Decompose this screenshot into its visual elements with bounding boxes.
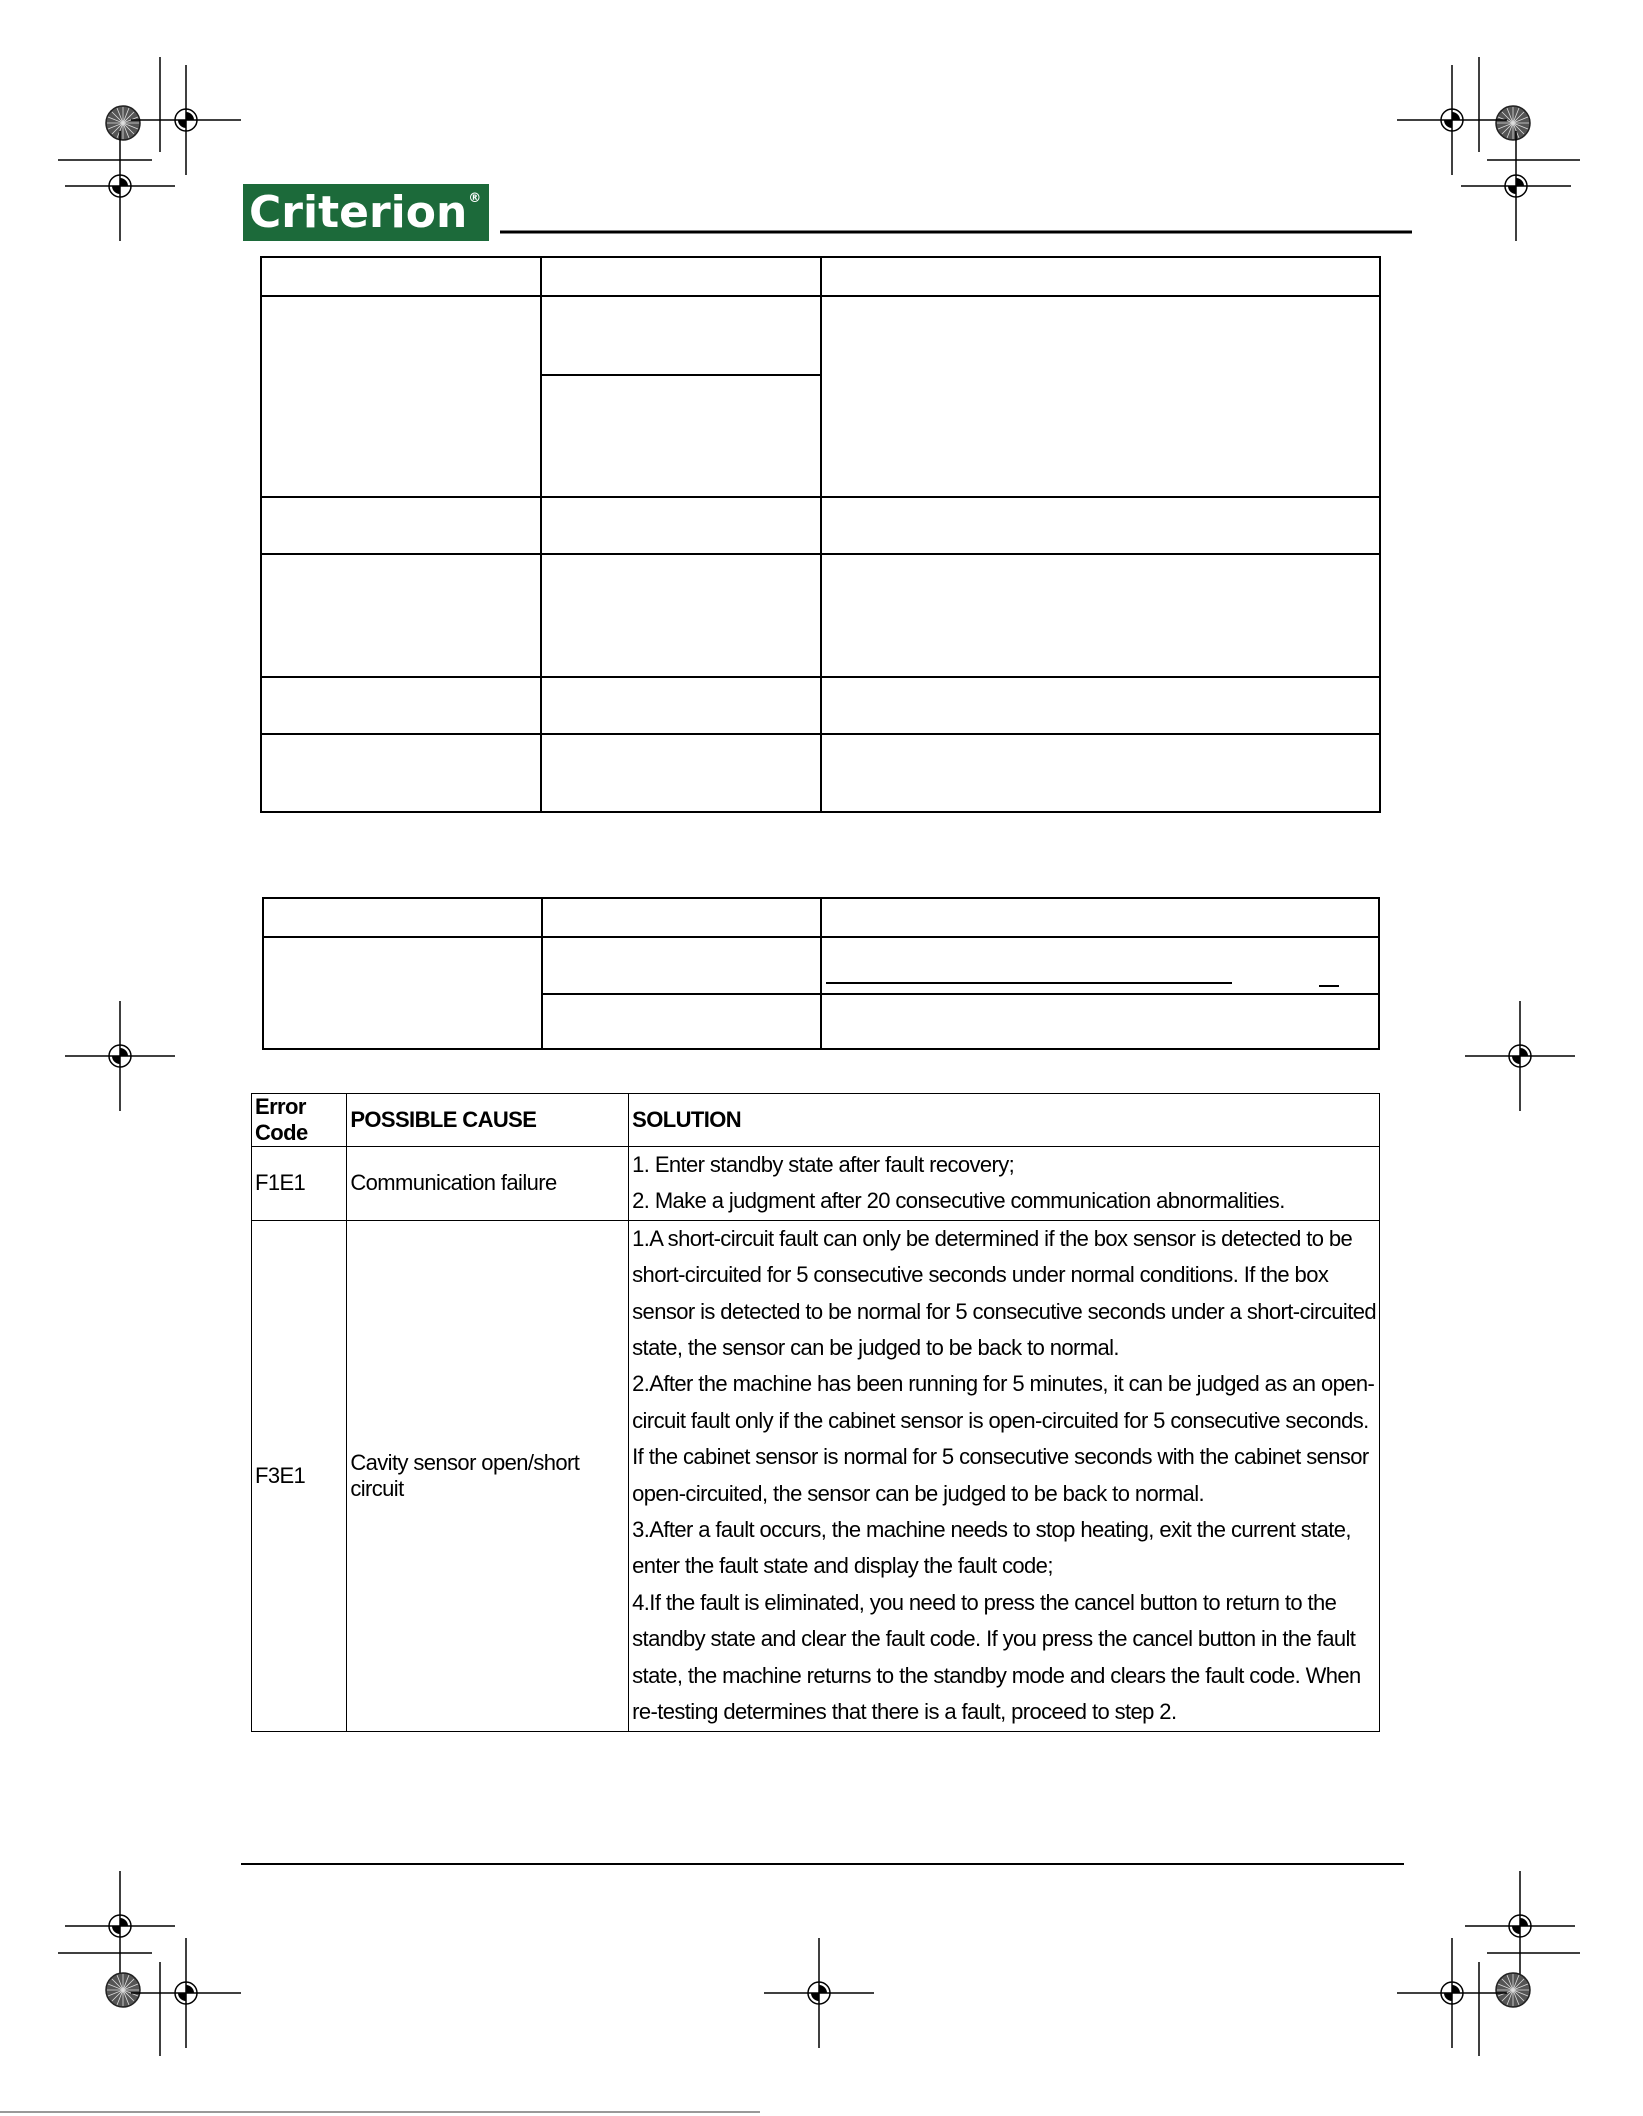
blank-cell [821,497,1380,554]
logo-text: Criterion [249,187,468,238]
blank-underline [1319,985,1339,987]
blank-cell [541,257,821,296]
crosshair-icon [1461,131,1571,241]
table-row [252,1147,1380,1221]
solution-line: circuit fault only if the cabinet sensor is open-circuited for 5 consecutive seconds. [632,1407,1369,1433]
solution-line: open-circuited, the sensor can be judged to be back to normal. [632,1480,1204,1506]
header-error-code: Error Code [252,1094,347,1147]
header-possible-cause: POSSIBLE CAUSE [347,1094,629,1147]
blank-table-middle [262,897,1380,1050]
solution-line: 2. Make a judgment after 20 consecutive communication abnormalities. [632,1188,1285,1214]
solution-line: state, the sensor can be judged to be back to normal. [632,1335,1119,1361]
crosshair-icon [1465,1871,1575,1981]
cause-cell: Communication failure [347,1147,629,1221]
registration-star-icon [1496,1973,1530,2007]
solution-line: 2.After the machine has been running for 5 minutes, it can be judged as an open- [632,1371,1375,1397]
solution-line: re-testing determines that there is a fault, proceed to step 2. [632,1699,1177,1725]
solution-line: short-circuited for 5 consecutive seconds under normal conditions. If the box [632,1262,1329,1288]
blank-cell [821,296,1380,497]
error-code-cell: F1E1 [252,1147,347,1221]
blank-cell [821,898,1379,937]
blank-cell [542,898,822,937]
blank-cell [261,497,541,554]
blank-cell [261,677,541,734]
fault-code-table [251,1093,1380,1732]
registration-star-icon [106,106,140,140]
solution-line: 4.If the fault is eliminated, you need to press the cancel button to return to the [632,1589,1337,1615]
error-code-cell: F3E1 [252,1220,347,1731]
solution-line: 1.A short-circuit fault can only be determined if the box sensor is detected to be [632,1225,1353,1251]
blank-cell [821,994,1379,1049]
registered-mark: ® [468,191,482,206]
crosshair-icon [764,1938,874,2048]
solution-line: standby state and clear the fault code. If you press the cancel button in the fault [632,1626,1356,1652]
solution-line: enter the fault state and display the fault code; [632,1553,1053,1579]
solution-line: state, the machine returns to the standby mode and clears the fault code. When [632,1662,1361,1688]
solution-cell [629,1220,1380,1731]
solution-line: 3.After a fault occurs, the machine needs to stop heating, exit the current state, [632,1517,1351,1543]
blank-cell [261,257,541,296]
blank-cell [542,994,822,1049]
blank-cell [821,257,1380,296]
crosshair-icon [131,65,241,175]
blank-cell [541,497,821,554]
crosshair-icon [1465,1001,1575,1111]
crosshair-icon [65,1871,175,1981]
blank-cell [821,734,1380,812]
registration-star-icon [106,1973,140,2007]
blank-cell [541,677,821,734]
solution-line: sensor is detected to be normal for 5 consecutive seconds under a short-circuited [632,1298,1376,1324]
blank-cell [541,375,821,497]
header-solution: SOLUTION [629,1094,1380,1147]
blank-cell [821,677,1380,734]
blank-cell [263,898,542,937]
solution-line: 1. Enter standby state after fault recovery; [632,1152,1015,1177]
blank-cell [542,937,822,994]
crosshair-icon [1397,1938,1507,2048]
blank-cell [261,554,541,677]
blank-table-top [260,256,1381,813]
table-row [252,1220,1380,1731]
crosshair-icon [65,1001,175,1111]
blank-cell [263,937,542,1049]
blank-underline [826,982,1232,984]
blank-cell [541,296,821,375]
blank-cell [261,296,541,497]
registration-star-icon [1496,106,1530,140]
blank-cell [541,554,821,677]
blank-cell [261,734,541,812]
crosshair-icon [131,1938,241,2048]
solution-cell [629,1147,1380,1221]
blank-cell [541,734,821,812]
blank-cell [821,937,1379,994]
crosshair-icon [65,131,175,241]
crosshair-icon [1397,65,1507,175]
criterion-logo [243,184,489,241]
solution-line: If the cabinet sensor is normal for 5 consecutive seconds with the cabinet sensor [632,1444,1369,1470]
blank-cell [821,554,1380,677]
cause-cell: Cavity sensor open/short circuit [347,1220,629,1731]
table-header-row [252,1094,1380,1147]
